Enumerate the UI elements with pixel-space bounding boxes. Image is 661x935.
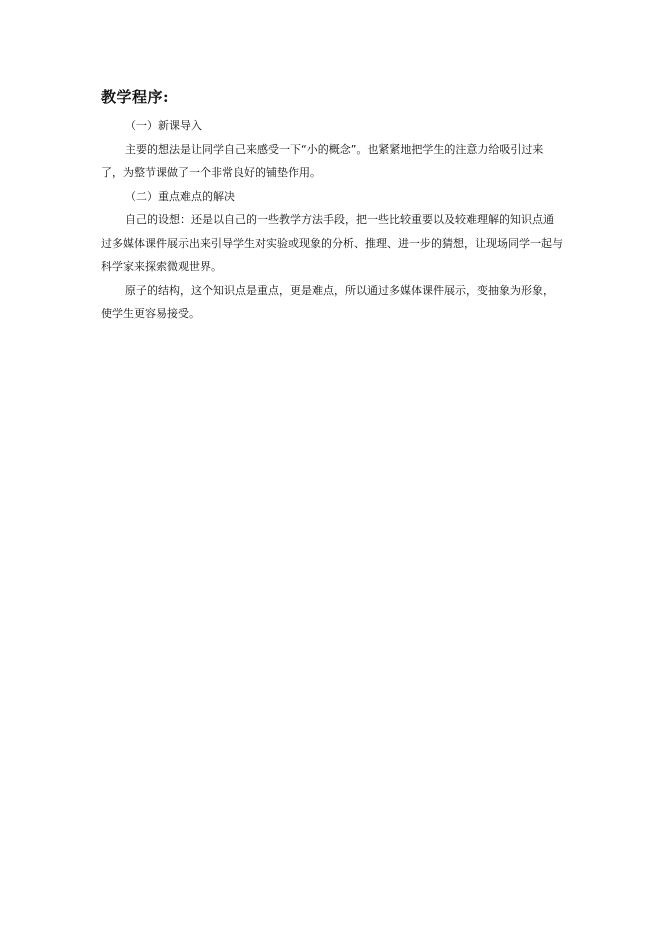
document-body (101, 86, 563, 326)
paragraph: 主要的想法是让同学自己来感受一下“小的概念”。也紧紧地把学生的注意力给吸引过来了，为整节课做了一个非常良好的铺垫作用。 (101, 142, 544, 179)
section-new-lesson (101, 114, 563, 185)
section-key-points (101, 185, 563, 326)
paragraph: 原子的结构，这个知识点是重点，更是难点，所以通过多媒体课件展示，变抽象为形象，使学生更容易接受。 (101, 283, 554, 320)
page-title: 教学程序: (101, 88, 170, 106)
paragraph: 自己的设想：还是以自己的一些教学方法手段，把一些比较重要以及较难理解的知识点通过多媒体课件展示出来引导学生对实验或现象的分析、推理、进一步的猜想，让现场同学一起与科学家来探索微观世界。 (101, 213, 563, 273)
section-title: （二）重点难点的解决 (125, 189, 235, 203)
section-title: （一）新课导入 (125, 119, 202, 132)
